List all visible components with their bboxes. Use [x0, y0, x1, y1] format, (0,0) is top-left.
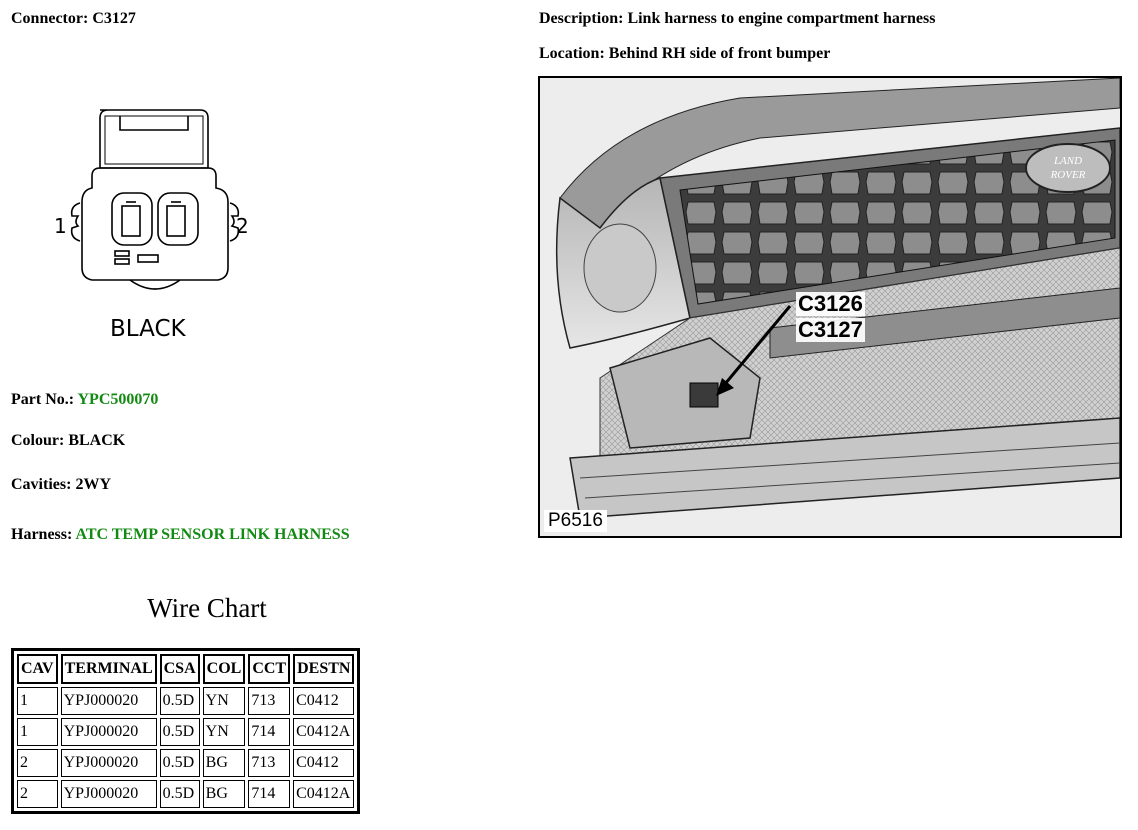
location-photo	[538, 76, 1122, 538]
part-number-link[interactable]: YPC500070	[77, 391, 159, 408]
cell-col: BG	[203, 780, 246, 808]
cell-cav: 1	[17, 687, 58, 715]
connector-value: C3127	[92, 10, 136, 27]
table-row	[17, 718, 354, 746]
location-line	[539, 45, 830, 63]
cell-cav: 2	[17, 780, 58, 808]
header-destn: DESTN	[293, 654, 354, 684]
header-cav: CAV	[17, 654, 58, 684]
colour-label: Colour:	[11, 432, 65, 449]
description-value: Link harness to engine compartment harness	[627, 10, 936, 27]
cavities-value: 2WY	[75, 476, 111, 493]
wire-chart-table	[11, 648, 360, 814]
harness-link[interactable]: ATC TEMP SENSOR LINK HARNESS	[75, 526, 350, 543]
table-row	[17, 687, 354, 715]
colour-line	[11, 432, 125, 450]
header-terminal: TERMINAL	[61, 654, 157, 684]
connector-label: Connector:	[11, 10, 89, 27]
header-col: COL	[203, 654, 246, 684]
cell-destn: C0412A	[293, 718, 354, 746]
pinout-colour-label: BLACK	[110, 316, 186, 342]
header-cct: CCT	[248, 654, 290, 684]
cell-cav: 1	[17, 718, 58, 746]
callout-c3126: C3126	[798, 291, 863, 316]
header-csa: CSA	[160, 654, 200, 684]
cell-csa: 0.5D	[160, 718, 200, 746]
part-number-line	[11, 391, 158, 409]
table-row	[17, 749, 354, 777]
badge-text-1: LAND	[1053, 155, 1083, 167]
cell-terminal: YPJ000020	[61, 749, 157, 777]
cell-destn: C0412	[293, 749, 354, 777]
cell-col: YN	[203, 687, 246, 715]
pin-1-label: 1	[54, 214, 67, 238]
cell-cct: 713	[248, 687, 290, 715]
badge-text-2: ROVER	[1050, 169, 1086, 181]
cell-cct: 714	[248, 718, 290, 746]
connector-pinout-diagram	[40, 98, 270, 348]
cell-terminal: YPJ000020	[61, 780, 157, 808]
cell-csa: 0.5D	[160, 780, 200, 808]
cell-col: BG	[203, 749, 246, 777]
cell-destn: C0412A	[293, 780, 354, 808]
pin-2-label: 2	[236, 214, 249, 238]
cell-cav: 2	[17, 749, 58, 777]
cell-terminal: YPJ000020	[61, 718, 157, 746]
wire-chart-title: Wire Chart	[147, 593, 267, 623]
harness-label: Harness:	[11, 526, 73, 543]
colour-value: BLACK	[68, 432, 126, 449]
cell-csa: 0.5D	[160, 687, 200, 715]
callout-c3127: C3127	[798, 317, 863, 342]
wire-chart-header-row	[17, 654, 354, 684]
cavities-label: Cavities:	[11, 476, 72, 493]
location-value: Behind RH side of front bumper	[608, 45, 831, 62]
cavities-line	[11, 476, 111, 494]
table-row	[17, 780, 354, 808]
photo-reference: P6516	[544, 510, 607, 532]
cell-cct: 713	[248, 749, 290, 777]
description-line	[539, 10, 935, 28]
cell-destn: C0412	[293, 687, 354, 715]
cell-col: YN	[203, 718, 246, 746]
cell-csa: 0.5D	[160, 749, 200, 777]
part-number-label: Part No.:	[11, 391, 75, 408]
description-label: Description:	[539, 10, 624, 27]
harness-line	[11, 526, 350, 544]
connector-line	[11, 10, 136, 28]
cell-terminal: YPJ000020	[61, 687, 157, 715]
location-label: Location:	[539, 45, 605, 62]
cell-cct: 714	[248, 780, 290, 808]
